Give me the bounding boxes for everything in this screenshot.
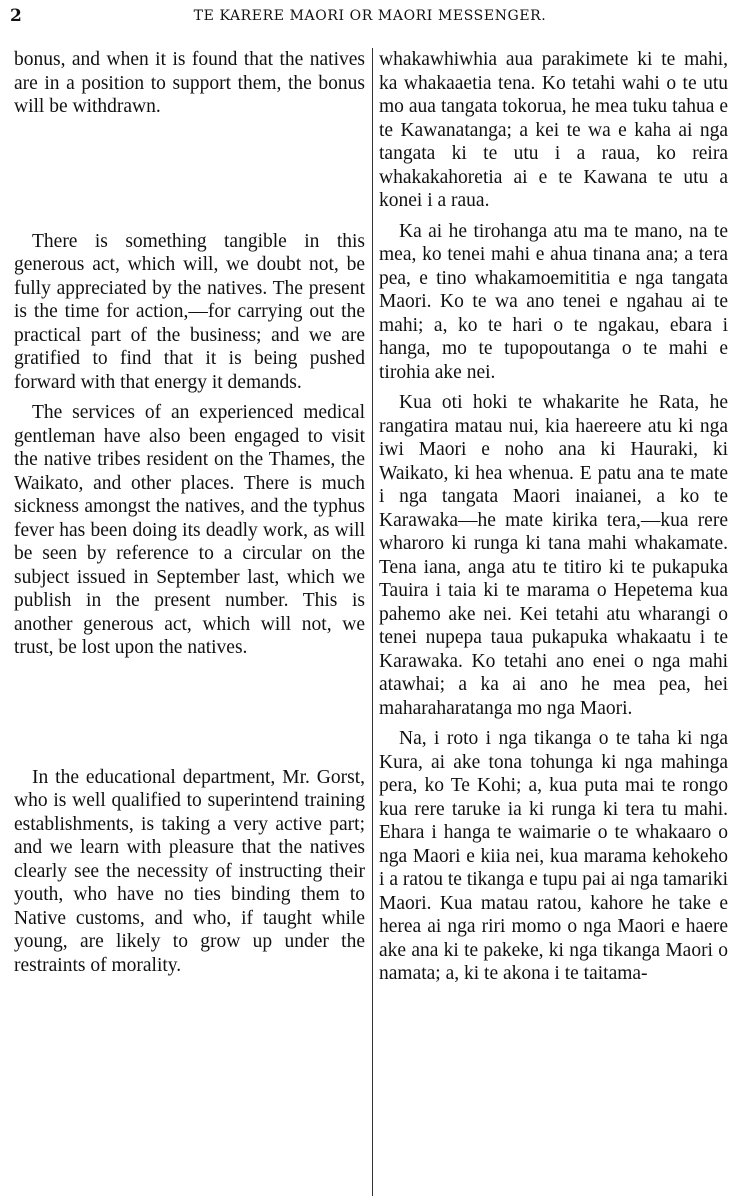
english-paragraph-3: The services of an experienced medical gentleman have also been engaged to visit the native tribes resident on the Thames, the Waikato, and other places. There is much sickness amongst the natives, and the typhus fever has been doing its deadly work, as will be seen by reference to a circular on the subject issued in September last, which we publish in the present number. This is another generous act, which will not, we trust, be lost upon the natives. (14, 402, 365, 658)
english-paragraph-2: There is something tangible in this generous act, which will, we doubt not, be fully appreciated by the natives. The present is the time for action,—for carrying out the practical part of the business; and we are gratified to find that it is being pushed forward with that energy it demands. (14, 230, 365, 393)
maori-paragraph-2: Ka ai he tirohanga atu ma te mano, na te mea, ko tenei mahi e ahua tinana ana; a tera pea, e tino whakamoemititia e nga tangata Maori. Ko te wa ano tenei e ngahau ai te mahi; a, ko te hari o te ngakau, ebara i hanga, mo te tupopoutanga o te mahi e tirohia ake nei. (379, 220, 728, 383)
column-divider (372, 48, 373, 1196)
maori-column (379, 48, 728, 993)
english-paragraph-1: bonus, and when it is found that the natives are in a position to support them, the bonus will be withdrawn. (14, 49, 365, 117)
page-number: 2 (10, 6, 22, 26)
english-column (14, 48, 365, 977)
running-title: TE KARERE MAORI OR MAORI MESSENGER. (193, 8, 547, 24)
maori-paragraph-3: Kua oti hoki te whakarite he Rata, he rangatira matau nui, kia haereere atu ki nga iwi Maori e noho ana ki Hauraki, ki Waikato, ki hea whenua. E patu ana te mate i nga tangata Maori inaianei, a ko te Karawaka—he mate kirika tera,—kua rere wharoro ki runga ki tana mahi whakamate. Tena iana, anga atu te titiro ki te pukapuka Tauira i taia ki te marama o Hepetema kua pahemo ake nei. Kei tetahi atu wharangi o tenei nupepa taua pukapuka whakaatu i te Karawaka. Ko tetahi ano enei o nga mahi atawhai; a ka ai ano he mea pea, hei maharaharatanga mo nga Maori. (379, 392, 728, 719)
maori-paragraph-1: whakawhiwhia aua parakimete ki te mahi, ka whakaaetia tena. Ko tetahi wahi o te utu mo aua tangata tokorua, he mea tuku tahua e te Kawanatanga; a kei te wa e kaha ai nga tangata ki te utu i a raua, ko reira whakakahoretia ai e te Kawana te utu a konei i a raua. (379, 49, 728, 211)
english-paragraph-4: In the educational department, Mr. Gorst, who is well qualified to superintend training establishments, is taking a very active part; and we learn with pleasure that the natives clearly see the necessity of instructing their youth, who have no ties binding them to Native customs, and who, if taught while young, are likely to grow up under the restraints of morality. (14, 766, 365, 976)
maori-paragraph-4: Na, i roto i nga tikanga o te taha ki nga Kura, ai ake tona tohunga ki nga mahinga pera, ko Te Kohi; a, kua puta mai te rongo kua rere taruke ia ki runga ki tera tu mahi. Ehara i hanga te waimarie o te whakaaro o nga Maori e kiia nei, kua marama kehokeho i a ratou te tikanga e tupu pai ai nga tamariki Maori. Kua matau ratou, kahore he take e herea ai nga riri momo o nga Maori e haere ake ana ki te pakeke, ki nga tikanga Maori o namata; a, ki te akona i te taitama- (379, 728, 728, 984)
page-header (0, 4, 740, 32)
